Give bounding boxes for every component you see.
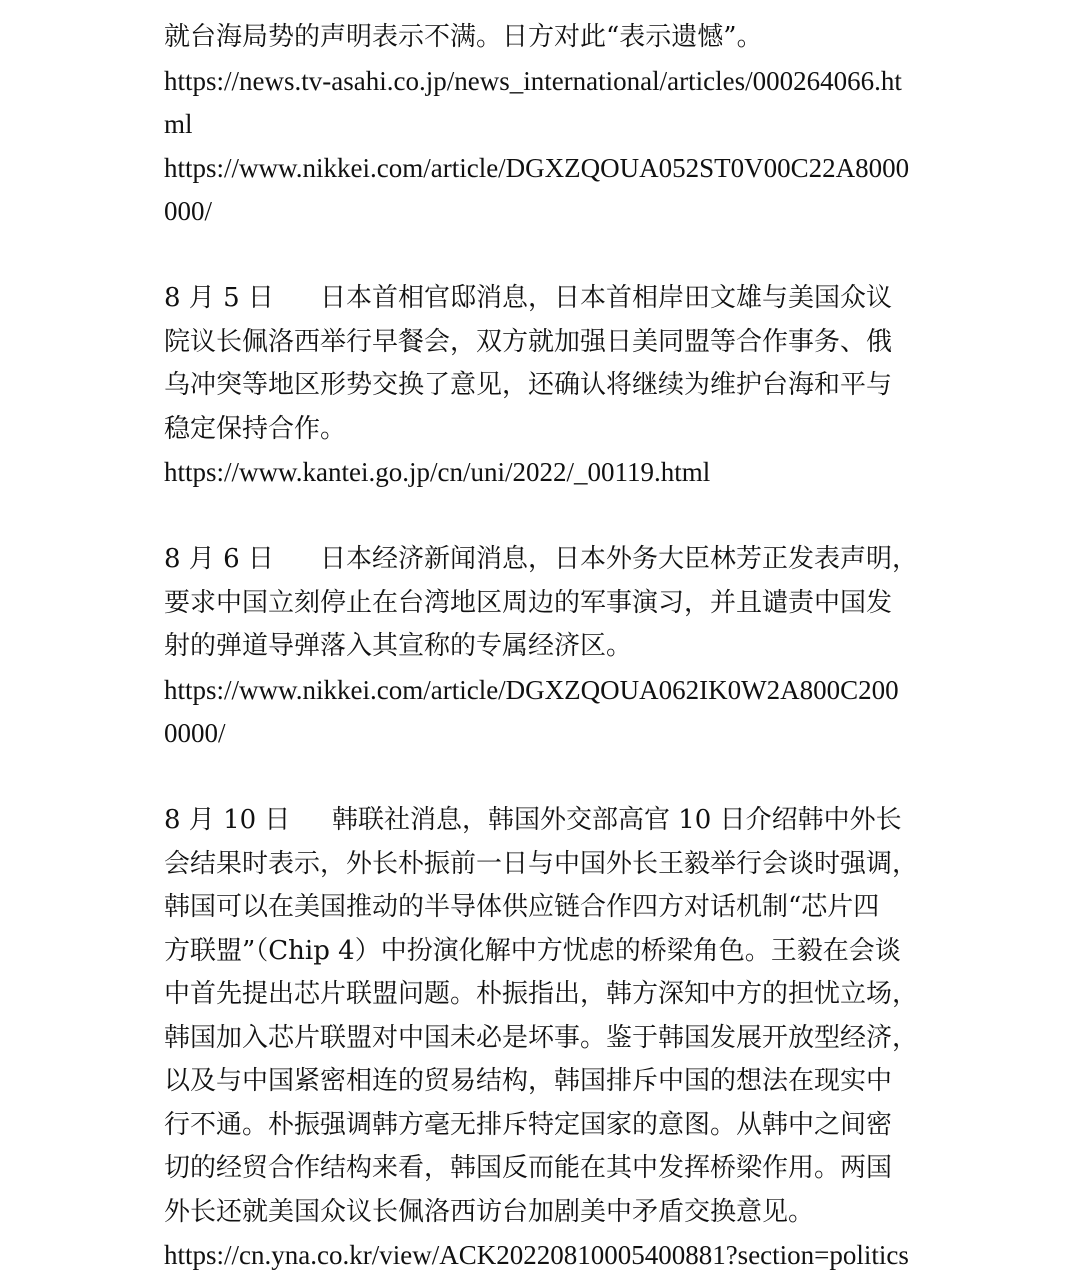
- entry-aug5-url[interactable]: https://www.kantei.go.jp/cn/uni/2022/_00119.html: [164, 457, 711, 487]
- entry-aug5-line: 稳定保持合作。: [164, 413, 347, 444]
- entry-date: 8 月 6 日: [164, 544, 274, 574]
- entry-aug10-line: 中首先提出芯片联盟问题。朴振指出，韩方深知中方的担忧立场，: [164, 979, 919, 1009]
- entry-aug10-line: 会结果时表示，外长朴振前一日与中国外长王毅举行会谈时强调，: [164, 848, 919, 879]
- entry-date: 8 月 5 日: [164, 283, 274, 313]
- entry-aug10-line: 韩国可以在美国推动的半导体供应链合作四方对话机制“芯片四: [164, 892, 880, 922]
- document-page: [164, 0, 924, 1278]
- intro-url-2-line-1[interactable]: https://www.nikkei.com/article/DGXZQOUA052ST0V00C22A8000: [164, 152, 910, 183]
- entry-aug10-line: 外长还就美国众议长佩洛西访台加剧美中矛盾交换意见。: [164, 1196, 815, 1227]
- entry-aug10-url[interactable]: https://cn.yna.co.kr/view/ACK20220810005400881?section=politics: [164, 1240, 909, 1270]
- paragraph-spacer: [164, 756, 924, 800]
- entry-aug10-line: 方联盟”（Chip 4）中扮演化解中方忧虑的桥梁角色。王毅在会谈: [164, 935, 901, 966]
- paragraph-spacer: [164, 234, 924, 278]
- entry-aug6-url-line-1[interactable]: https://www.nikkei.com/article/DGXZQOUA062IK0W2A800C200: [164, 674, 899, 705]
- entry-aug10-line: 切的经贸合作结构来看，韩国反而能在其中发挥桥梁作用。两国: [164, 1153, 893, 1183]
- entry-aug6-line: 要求中国立刻停止在台湾地区周边的军事演习，并且谴责中国发: [164, 587, 893, 618]
- intro-url-1-line-1[interactable]: https://news.tv-asahi.co.jp/news_international/articles/000264066.ht: [164, 65, 902, 96]
- entry-date: 8 月 10 日: [164, 805, 291, 835]
- entry-text: 日本经济新闻消息，日本外务大臣林芳正发表声明，: [320, 544, 919, 574]
- entry-text: 日本首相官邸消息，日本首相岸田文雄与美国众议: [320, 283, 893, 313]
- intro-url-2-line-2[interactable]: 000/: [164, 196, 213, 226]
- entry-text: 韩联社消息，韩国外交部高官 10 日介绍韩中外长: [332, 805, 902, 835]
- entry-aug10-line: 行不通。朴振强调韩方毫无排斥特定国家的意图。从韩中之间密: [164, 1109, 893, 1140]
- entry-aug6-first-line: [164, 538, 924, 582]
- entry-aug10-line: 以及与中国紧密相连的贸易结构，韩国排斥中国的想法在现实中: [164, 1066, 893, 1096]
- intro-url-1-line-2[interactable]: ml: [164, 109, 193, 139]
- entry-aug10-line: 韩国加入芯片联盟对中国未必是坏事。鉴于韩国发展开放型经济，: [164, 1022, 919, 1053]
- entry-aug10-first-line: [164, 799, 924, 843]
- entry-aug6-url-line-2[interactable]: 0000/: [164, 718, 226, 748]
- entry-aug6-line: 射的弹道导弹落入其宣称的专属经济区。: [164, 631, 633, 661]
- entry-aug5-line: 乌冲突等地区形势交换了意见，还确认将继续为维护台海和平与: [164, 370, 893, 400]
- intro-text-line: 就台海局势的声明表示不满。日方对此“表示遗憾”。: [164, 22, 763, 52]
- paragraph-spacer: [164, 495, 924, 539]
- entry-aug5-line: 院议长佩洛西举行早餐会，双方就加强日美同盟等合作事务、俄: [164, 326, 893, 357]
- entry-aug5-first-line: [164, 277, 924, 321]
